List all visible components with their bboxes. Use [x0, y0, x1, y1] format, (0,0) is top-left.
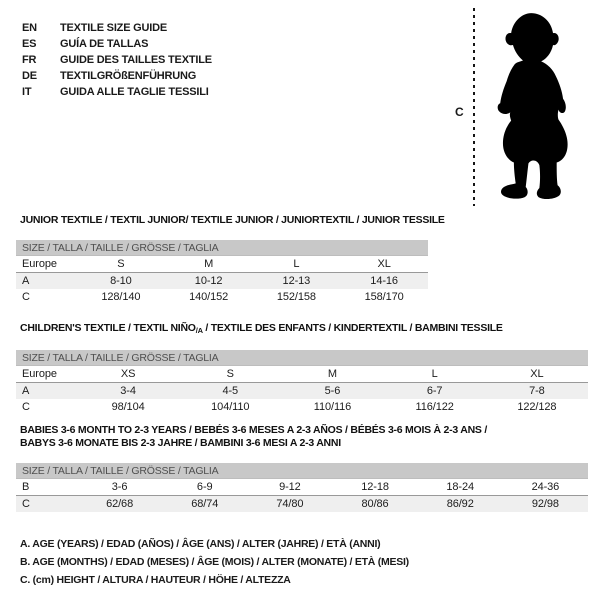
- age-cell: 5-6: [324, 385, 341, 397]
- months-cell: 24-36: [503, 479, 588, 496]
- months-cell: 18-24: [418, 479, 503, 496]
- row-label: C: [22, 498, 30, 510]
- language-row-it: [22, 84, 212, 100]
- height-cell: 86/92: [446, 498, 474, 510]
- height-cell: 110/116: [313, 401, 352, 413]
- row-label: C: [22, 291, 30, 303]
- language-title: GUIDA ALLE TAGLIE TESSILI: [60, 86, 209, 98]
- age-cell: 7-8: [529, 385, 545, 397]
- months-cell: 12-18: [332, 479, 417, 496]
- height-cell: 74/80: [276, 498, 304, 510]
- table-row-height: [16, 399, 588, 415]
- table-row-age: [16, 383, 588, 400]
- row-label: Europe: [16, 366, 77, 383]
- row-label: C: [22, 401, 30, 413]
- age-cell: 10-12: [194, 275, 223, 287]
- height-cell: 122/128: [517, 401, 557, 413]
- height-cell: 92/98: [531, 498, 559, 510]
- babies-table-title-line2: BABYS 3-6 MONATE BIS 2-3 JAHRE / BAMBINI 3-6 MESI A 2-3 ANNI: [20, 437, 341, 449]
- language-title: GUÍA DE TALLAS: [60, 38, 149, 50]
- table-row-height: [16, 496, 588, 513]
- age-cell: 3-4: [120, 385, 136, 397]
- height-cell: 128/140: [101, 291, 141, 303]
- row-label: B: [16, 479, 77, 496]
- size-cell: L: [253, 256, 341, 273]
- row-label: A: [22, 385, 30, 397]
- age-cell: 8-10: [110, 275, 132, 287]
- height-cell: 152/158: [276, 291, 316, 303]
- months-cell: 6-9: [162, 479, 247, 496]
- size-header-bar: SIZE / TALLA / TAILLE / GRÖSSE / TAGLIA: [16, 240, 428, 256]
- months-cell: 3-6: [77, 479, 162, 496]
- language-code: IT: [22, 86, 32, 98]
- baby-silhouette: [482, 6, 584, 206]
- table-row-europe: [16, 256, 428, 273]
- children-table-title: [16, 322, 588, 337]
- title-text: CHILDREN'S TEXTILE / TEXTIL NIÑO: [20, 322, 196, 334]
- row-label: A: [22, 275, 30, 287]
- size-cell: M: [281, 366, 383, 383]
- months-cell: 9-12: [247, 479, 332, 496]
- babies-size-table: [16, 479, 588, 512]
- junior-size-table: [16, 256, 428, 305]
- language-code: DE: [22, 70, 37, 82]
- language-title: TEXTILGRÖßENFÜHRUNG: [60, 70, 197, 82]
- footnote-height: C. (cm) HEIGHT / ALTURA / HAUTEUR / HÖHE / ALTEZZA: [20, 574, 291, 586]
- junior-size-section: [16, 214, 445, 305]
- babies-table-title-line1: BABIES 3-6 MONTH TO 2-3 YEARS / BEBÉS 3-6 MESES A 2-3 AÑOS / BÉBÉS 3-6 MOIS À 2-3 ANS /: [20, 424, 488, 436]
- age-cell: 6-7: [426, 385, 443, 397]
- language-row-de: [22, 68, 212, 84]
- size-cell: XL: [340, 256, 428, 273]
- size-cell: XS: [77, 366, 179, 383]
- height-cell: 68/74: [191, 498, 219, 510]
- language-title: TEXTILE SIZE GUIDE: [60, 22, 168, 34]
- age-cell: 14-16: [370, 275, 398, 287]
- table-row-age: [16, 273, 428, 290]
- footnotes: [20, 535, 409, 589]
- table-row-months: [16, 479, 588, 496]
- footnote-age-months: B. AGE (MONTHS) / EDAD (MESES) / ÂGE (MOIS) / ALTER (MONATE) / ETÀ (MESI): [20, 556, 409, 568]
- title-subscript: /A: [195, 326, 203, 335]
- footnote-age-years: A. AGE (YEARS) / EDAD (AÑOS) / ÂGE (ANS) / ALTER (JAHRE) / ETÀ (ANNI): [20, 538, 381, 550]
- height-cell: 104/110: [211, 401, 250, 413]
- height-measure-line: [473, 8, 475, 206]
- height-cell: 80/86: [361, 498, 389, 510]
- junior-table-title: JUNIOR TEXTILE / TEXTIL JUNIOR/ TEXTILE JUNIOR / JUNIORTEXTIL / JUNIOR TESSILE: [20, 214, 445, 226]
- height-cell: 62/68: [106, 498, 134, 510]
- language-code: FR: [22, 54, 37, 66]
- size-header-bar: SIZE / TALLA / TAILLE / GRÖSSE / TAGLIA: [16, 463, 588, 479]
- table-row-height: [16, 289, 428, 305]
- age-cell: 12-13: [282, 275, 311, 287]
- size-cell: L: [384, 366, 486, 383]
- language-row-fr: [22, 52, 212, 68]
- title-text: / TEXTILE DES ENFANTS / KINDERTEXTIL / BAMBINI TESSILE: [202, 322, 503, 334]
- height-cell: 158/170: [364, 291, 404, 303]
- height-cell: 140/152: [189, 291, 229, 303]
- language-list: [22, 20, 212, 100]
- height-cell: 98/104: [111, 401, 145, 413]
- children-size-section: [16, 322, 588, 415]
- language-code: EN: [22, 22, 37, 34]
- size-cell: M: [165, 256, 253, 273]
- table-row-europe: [16, 366, 588, 383]
- size-cell: S: [179, 366, 281, 383]
- size-cell: XL: [486, 366, 588, 383]
- language-row-en: [22, 20, 212, 36]
- size-header-bar: SIZE / TALLA / TAILLE / GRÖSSE / TAGLIA: [16, 350, 588, 366]
- language-title: GUIDE DES TAILLES TEXTILE: [60, 54, 212, 66]
- language-code: ES: [22, 38, 37, 50]
- size-cell: S: [77, 256, 165, 273]
- height-measure-label-c: C: [455, 105, 464, 119]
- language-row-es: [22, 36, 212, 52]
- height-cell: 116/122: [415, 401, 454, 413]
- children-size-table: [16, 366, 588, 415]
- row-label: Europe: [16, 256, 77, 273]
- babies-size-section: [16, 424, 588, 512]
- age-cell: 4-5: [222, 385, 239, 397]
